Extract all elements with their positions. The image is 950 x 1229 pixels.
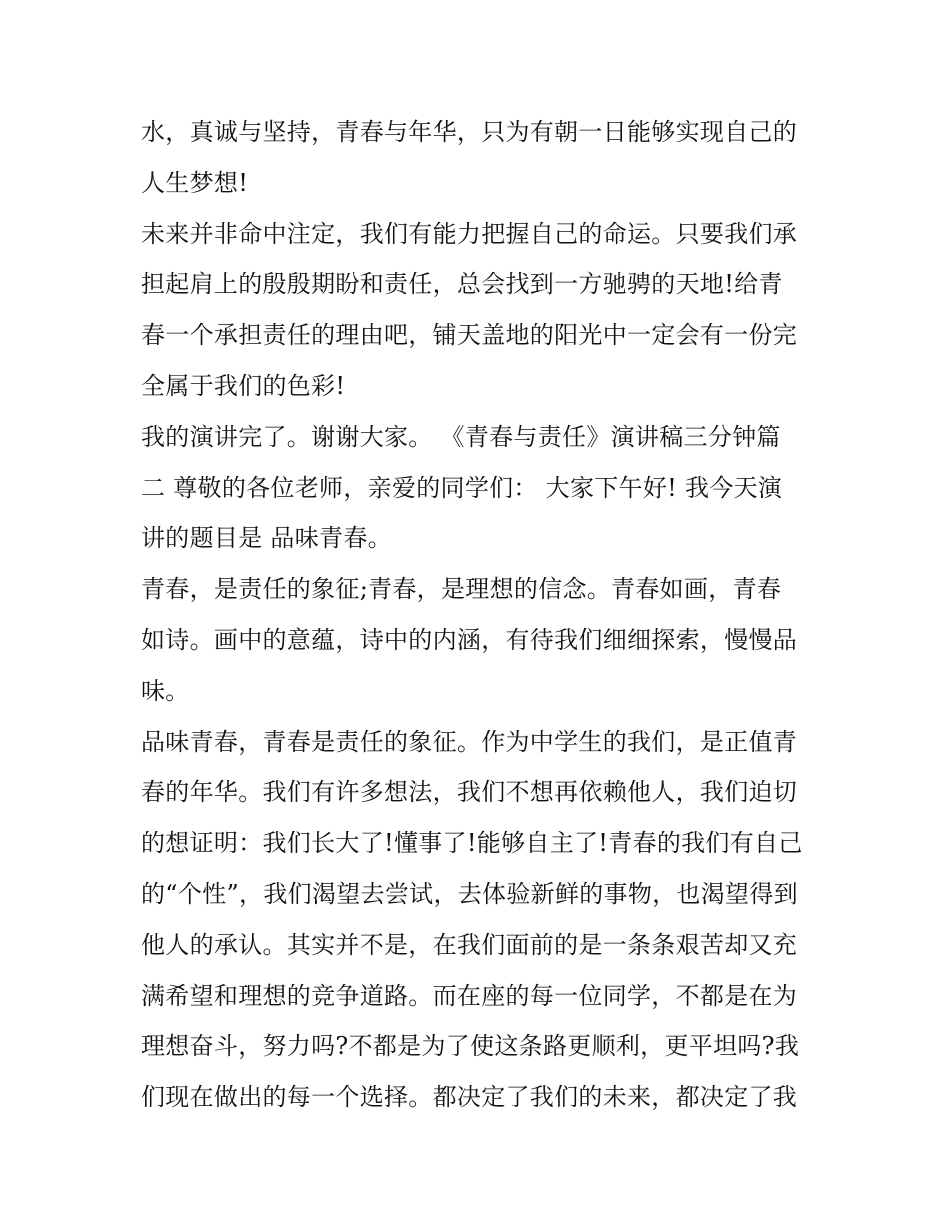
text-line: 春一个承担责任的理由吧，铺天盖地的阳光中一定会有一份完 [141,321,798,350]
text-line: 春的年华。我们有许多想法，我们不想再依赖他人，我们迫切 [141,778,798,807]
text-line: 人生梦想! [141,168,249,197]
text-line: 满希望和理想的竞争道路。而在座的每一位同学，不都是在为 [141,981,798,1010]
text-line: 全属于我们的色彩! [141,371,346,400]
text-line: 理想奋斗，努力吗?不都是为了使这条路更顺利，更平坦吗?我 [141,1032,800,1061]
text-line: 的“个性”，我们渴望去尝试，去体验新鲜的事物，也渴望得到 [141,879,798,908]
text-line: 二 尊敬的各位老师，亲爱的同学们： 大家下午好! 我今天演 [141,473,783,502]
text-line: 担起肩上的殷殷期盼和责任，总会找到一方驰骋的天地!给青 [141,270,783,299]
text-line: 他人的承认。其实并不是，在我们面前的是一条条艰苦却又充 [141,930,798,959]
text-line: 水，真诚与坚持，青春与年华，只为有朝一日能够实现自己的 [141,118,798,146]
text-line: 未来并非命中注定，我们有能力把握自己的命运。只要我们承 [141,219,798,248]
text-line: 们现在做出的每一个选择。都决定了我们的未来，都决定了我 [141,1083,798,1112]
text-line: 我的演讲完了。谢谢大家。 《青春与责任》演讲稿三分钟篇 [141,422,781,451]
text-line: 味。 [141,676,190,705]
text-line: 讲的题目是 品味青春。 [141,524,392,553]
text-line: 如诗。画中的意蕴，诗中的内涵，有待我们细细探索，慢慢品 [141,625,798,654]
text-line: 的想证明：我们长大了!懂事了!能够自主了!青春的我们有自己 [141,829,803,858]
body-text [141,107,821,1123]
text-line: 青春，是责任的象征;青春，是理想的信念。青春如画，青春 [141,575,782,604]
text-line: 品味青春，青春是责任的象征。作为中学生的我们，是正值青 [141,727,798,756]
